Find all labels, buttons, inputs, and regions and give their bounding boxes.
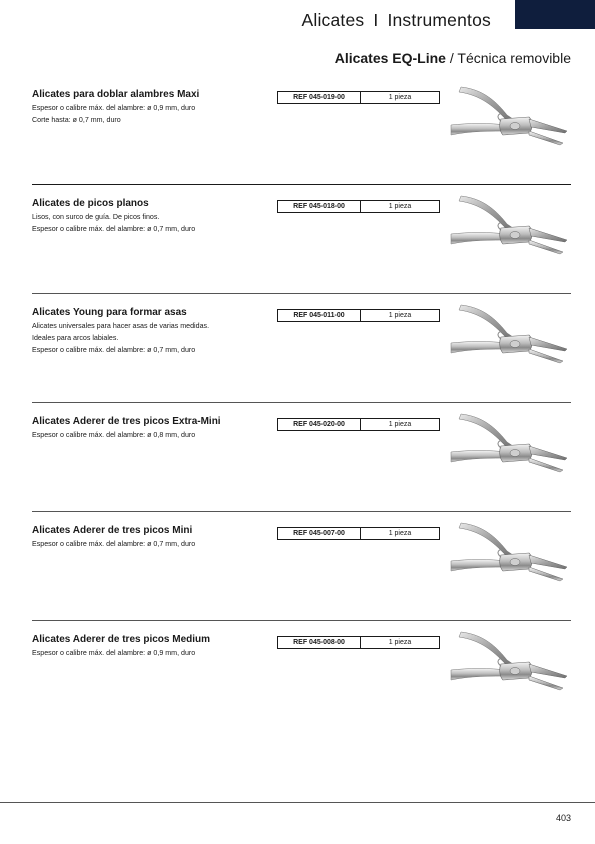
product-description — [32, 212, 268, 236]
ref-number: REF 045-020-00 — [278, 419, 361, 430]
bending-pliers-icon — [449, 85, 571, 157]
divider — [32, 511, 571, 512]
flat-nose-pliers-icon — [449, 194, 571, 266]
subtitle-slash: / — [445, 50, 458, 66]
product-name: Alicates de picos planos — [32, 198, 149, 209]
quantity: 1 pieza — [388, 312, 412, 319]
product-item — [32, 307, 571, 416]
page-header — [301, 10, 491, 31]
desc-line: Espesor o calibre máx. del alambre: ø 0,8 mm, duro — [32, 431, 196, 439]
header-separator: I — [373, 10, 379, 30]
divider — [32, 184, 571, 185]
product-name: Alicates Aderer de tres picos Medium — [32, 634, 211, 645]
young-loop-pliers-icon — [449, 303, 571, 375]
ref-box — [277, 91, 440, 104]
product-name: Alicates Aderer de tres picos Extra-Mini — [32, 416, 221, 427]
desc-line: Alicates universales para hacer asas de varias medidas. — [32, 322, 210, 330]
product-description — [32, 430, 268, 442]
divider — [32, 402, 571, 403]
desc-line: Espesor o calibre máx. del alambre: ø 0,9 mm, duro — [32, 649, 196, 657]
ref-box — [277, 418, 440, 431]
product-description — [32, 539, 268, 551]
header-category: Instrumentos — [387, 10, 491, 30]
product-item — [32, 198, 571, 307]
page-number: 403 — [555, 813, 571, 823]
ref-box — [277, 527, 440, 540]
ref-number: REF 045-019-00 — [278, 92, 361, 103]
product-name: Alicates Aderer de tres picos Mini — [32, 525, 193, 536]
footer-divider — [0, 802, 595, 803]
product-item — [32, 634, 571, 743]
three-prong-pliers-icon — [449, 630, 571, 702]
desc-line: Espesor o calibre máx. del alambre: ø 0,9 mm, duro — [32, 104, 196, 112]
three-prong-pliers-icon — [449, 521, 571, 593]
desc-line: Espesor o calibre máx. del alambre: ø 0,7 mm, duro — [32, 540, 196, 548]
header-section: Alicates — [301, 10, 365, 30]
product-name: Alicates Young para formar asas — [32, 307, 187, 318]
ref-number: REF 045-011-00 — [278, 310, 361, 321]
divider — [32, 293, 571, 294]
desc-line: Ideales para arcos labiales. — [32, 333, 119, 342]
product-description — [32, 103, 268, 127]
ref-number: REF 045-018-00 — [278, 201, 361, 212]
quantity: 1 pieza — [388, 203, 412, 210]
page-subtitle — [335, 50, 571, 66]
ref-box — [277, 636, 440, 649]
product-description — [32, 648, 268, 660]
quantity: 1 pieza — [388, 639, 412, 646]
product-name: Alicates para doblar alambres Maxi — [32, 89, 200, 100]
product-description — [32, 321, 268, 356]
section-tab — [515, 0, 595, 29]
desc-line: Espesor o calibre máx. del alambre: ø 0,7 mm, duro — [32, 345, 196, 354]
ref-number: REF 045-008-00 — [278, 637, 361, 648]
quantity: 1 pieza — [388, 530, 412, 537]
three-prong-pliers-icon — [449, 412, 571, 484]
technique: Técnica removible — [457, 50, 571, 66]
desc-line: Corte hasta: ø 0,7 mm, duro — [32, 115, 121, 124]
ref-box — [277, 200, 440, 213]
desc-line: Lisos, con surco de guía. De picos finos. — [32, 213, 160, 221]
quantity: 1 pieza — [388, 421, 412, 428]
divider — [32, 620, 571, 621]
ref-box — [277, 309, 440, 322]
desc-line: Espesor o calibre máx. del alambre: ø 0,7 mm, duro — [32, 224, 196, 233]
ref-number: REF 045-007-00 — [278, 528, 361, 539]
quantity: 1 pieza — [388, 94, 412, 101]
product-item — [32, 525, 571, 634]
product-line: Alicates EQ-Line — [334, 50, 446, 66]
product-item — [32, 416, 571, 525]
product-item — [32, 89, 571, 198]
